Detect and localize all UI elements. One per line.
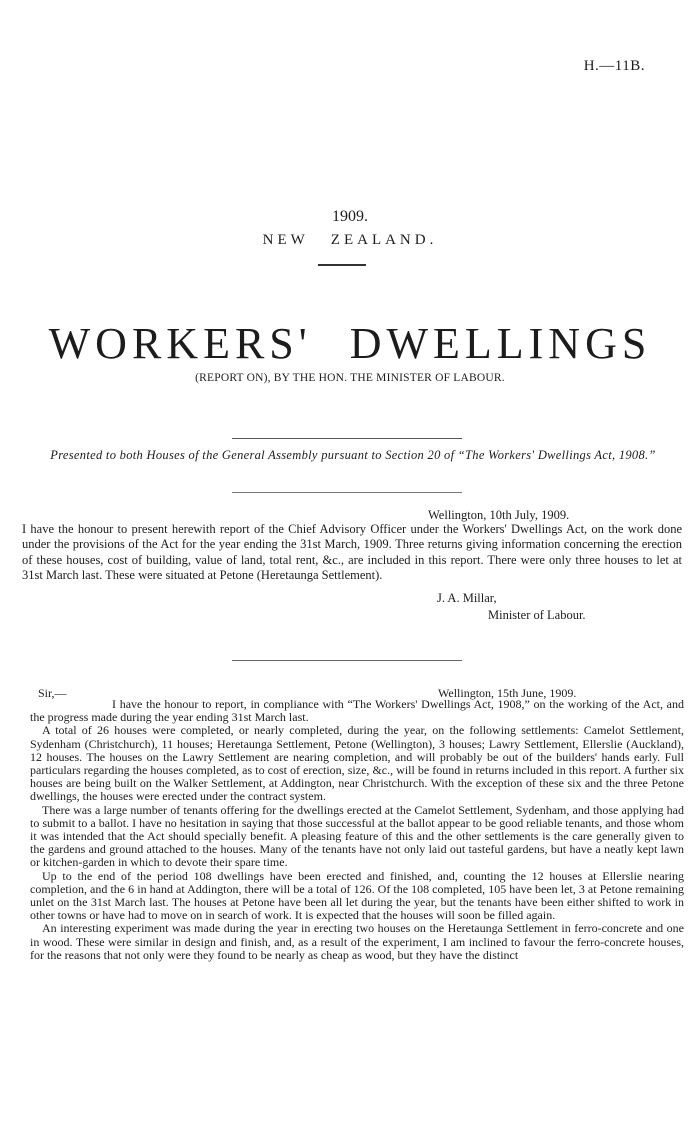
presented-note: Presented to both Houses of the General Assembly pursuant to Section 20 of “The Workers' Dwellings Act, 1908.”: [50, 448, 656, 462]
divider-middle: [232, 492, 462, 493]
minister-title: Minister of Labour.: [488, 608, 586, 622]
country-word-1: NEW: [262, 232, 309, 248]
country-heading: [0, 232, 700, 249]
report-paragraph: A total of 26 houses were completed, or nearly completed, during the year, on the following settlements: Camelot Settlement, Sydenham (Christchurch), 11 houses; Heretaunga Settlement, Petone (Wellington), 3 houses; Lawry Settlement, Ellerslie (Auckland), 12 houses. The houses on the Lawry Settlement are nearing completion, and will probably be out of the builders' hands early. Full particulars regarding the houses completed, as to cost of erection, size, &c., will be found in returns included in this report. A further six houses are being built on the Walker Settlement, at Addington, near Christchurch. With the exception of these six and the three Petone dwellings, the houses were erected under the contract system.: [30, 723, 684, 804]
title-word-1: WORKERS': [48, 319, 312, 368]
document-year: 1909.: [332, 208, 368, 225]
divider-top: [232, 438, 462, 439]
report-paragraph: There was a large number of tenants offering for the dwellings erected at the Camelot Settlement, Sydenham, and those applying had to submit to a ballot. I have no hesitation in saying that those successful at the ballot appear to be good reliable tenants, and those whom it was intended that the Act should specially benefit. A pleasing feature of this and the other settlements is the care generally given to the gardens and ground attached to the houses. Many of the tenants have not only laid out tasteful gardens, but have a neatly kept lawn or kitchen-garden in which to devote their spare time.: [30, 802, 684, 870]
document-title: [0, 319, 700, 368]
report-body: [30, 698, 684, 962]
divider-bottom: [232, 660, 462, 661]
short-divider: [318, 264, 366, 266]
letter-date: Wellington, 10th July, 1909.: [428, 508, 570, 522]
report-date: Wellington, 15th June, 1909.: [438, 686, 577, 700]
minister-signature: J. A. Millar,: [437, 591, 497, 605]
report-paragraph: I have the honour to report, in compliance with “The Workers' Dwellings Act, 1908,” on the working of the Act, and the progress made during the year ending 31st March last.: [30, 697, 684, 725]
document-subtitle: (REPORT ON), BY THE HON. THE MINISTER OF LABOUR.: [195, 372, 505, 384]
minister-letter-body: I have the honour to present herewith report of the Chief Advisory Officer under the Workers' Dwellings Act, on the work done under the provisions of the Act for the year ending the 31st March, 1909. Three returns giving information concerning the erection of these houses, cost of building, value of land, total rent, &c., are included in this report. There were only three houses to let at 31st March last. These were situated at Petone (Heretaunga Settlement).: [22, 522, 682, 582]
report-salutation: Sir,—: [38, 686, 67, 700]
report-paragraph: Up to the end of the period 108 dwellings have been erected and finished, and, counting the 12 houses at Ellerslie nearing completion, and the 6 in hand at Addington, there will be a total of 126. Of the 108 completed, 105 have been let, 3 at Petone remaining unlet on the 31st March last. The houses at Petone have been all let during the year, but the tenants have been either shifted to work in other towns or have had to move on in search of work. It is expected that the houses will soon be filled again.: [30, 868, 684, 923]
page-reference: H.—11B.: [583, 58, 645, 74]
title-word-2: DWELLINGS: [349, 319, 652, 368]
country-word-2: ZEALAND.: [330, 232, 438, 248]
report-paragraph: An interesting experiment was made during the year in erecting two houses on the Heretaunga Settlement in ferro-concrete and one in wood. These were similar in design and finish, and, as a result of the experiment, I am inclined to favour the ferro-concrete houses, for the reasons that not only were they found to be nearly as cheap as wood, but they have the distinct: [30, 921, 684, 962]
